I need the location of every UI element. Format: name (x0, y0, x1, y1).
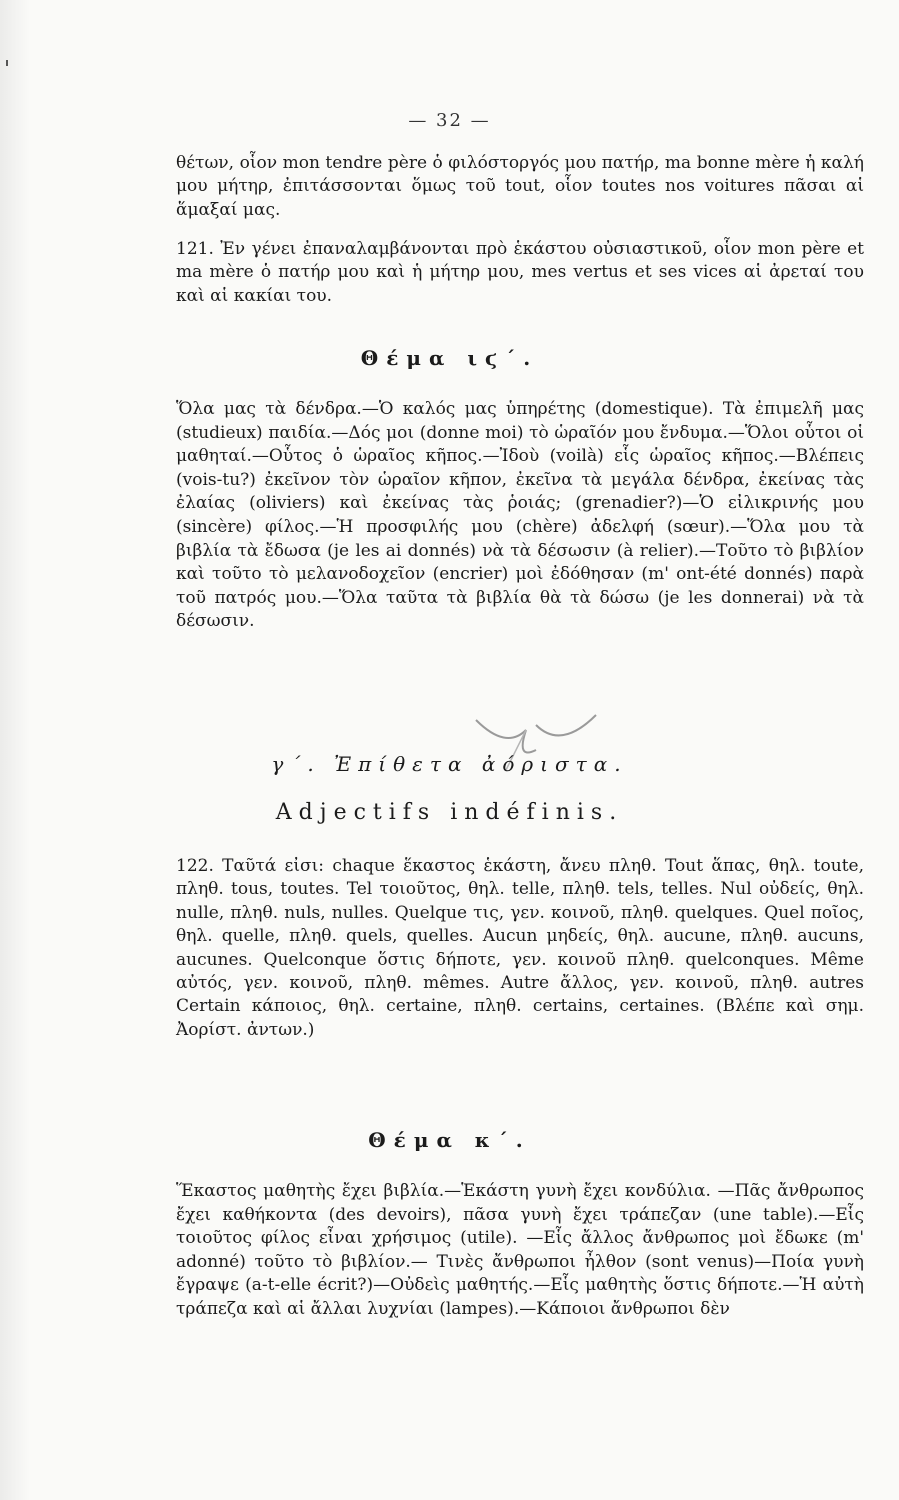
exercise-heading-16: Θέμα ιϛ΄. (360, 346, 539, 370)
intro-paragraph (176, 152, 864, 222)
page-number: — 32 — (408, 110, 491, 131)
section-title-greek: γ΄. Ἐπίθετα ἀόριστα. (271, 752, 628, 776)
rule-122-paragraph (176, 855, 864, 1042)
exercise-16-paragraph (176, 398, 864, 634)
rule-121-paragraph (176, 238, 864, 308)
section-title-french: Adjectifs indéfinis. (275, 800, 624, 825)
page-fold-shadow (0, 0, 30, 1500)
intro-text: θέτων, οἷον mon tendre père ὁ φιλόστοργός μου πατήρ, ma bonne mère ἡ καλή μου μήτηρ, ἐπιτάσσονται ὅμως τοῦ tout, οἷον toutes nos voitures πᾶσαι αἱ ἅμαξαί μας. (176, 153, 864, 220)
exercise-heading-20: Θέμα κ΄. (368, 1128, 531, 1152)
exercise-20-paragraph (176, 1180, 864, 1322)
rule-122-text: 122. Ταῦτά εἰσι: chaque ἕκαστος ἑκάστη, ἄνευ πληθ. Tout ἅπας, θηλ. toute, πληθ. tous, toutes. Tel τοιοῦτος, θηλ. telle, πληθ. tels, telles. Nul οὐδείς, θηλ. nulle, πληθ. nuls, nulles. Quelque τις, γεν. κοινοῦ, πληθ. quelques. Quel ποῖος, θηλ. quelle, πληθ. quels, quelles. Aucun μηδείς, θηλ. aucune, πληθ. aucuns, aucunes. Quelconque ὅστις δήποτε, γεν. κοινοῦ πληθ. quelconques. Même αὐτός, γεν. κοινοῦ, πληθ. mêmes. Autre ἄλλος, γεν. κοινοῦ, πληθ. autres Certain κάποιος, θηλ. certaine, πληθ. certains, certaines. (Βλέπε καὶ σημ. Ἀορίστ. ἀντων.) (176, 856, 864, 1040)
exercise-16-text: Ὅλα μας τὰ δένδρα.—Ὁ καλός μας ὑπηρέτης (domestique). Τὰ ἐπιμελῆ μας (studieux) παιδία.—Δός μοι (donne moi) τὸ ὡραῖόν μου ἔνδυμα.—Ὅλοι οὗτοι οἱ μαθηταί.—Οὗτος ὁ ὡραῖος κῆπος.—Ἰδοὺ (voilà) εἷς ὡραῖος κῆπος.—Βλέπεις (vois-tu?) ἐκεῖνον τὸν ὡραῖον κῆπον, ἐκεῖνα τὰ μεγάλα δένδρα, ἐκείνας τὰς ἐλαίας (oliviers) καὶ ἐκείνας τὰς ῥοιάς; (grenadier?)—Ὁ εἰλικρινής μου (sincère) φίλος.—Ἡ προσφιλής μου (chère) ἀδελφή (sœur).—Ὅλα μου τὰ βιβλία τὰ ἔδωσα (je les ai donnés) νὰ τὰ δέσωσιν (à relier).—Τοῦτο τὸ βιβλίον καὶ τοῦτο τὸ μελανοδοχεῖον (encrier) μοὶ ἐδόθησαν (m' ont-été donnés) παρὰ τοῦ πατρός μου.—Ὅλα ταῦτα τὰ βιβλία θὰ τὰ δώσω (je les donnerai) νὰ τὰ δέσωσιν. (176, 399, 864, 632)
edge-mark (6, 60, 8, 66)
exercise-20-text: Ἕκαστος μαθητὴς ἔχει βιβλία.—Ἑκάστη γυνὴ ἔχει κονδύλια. —Πᾶς ἄνθρωπος ἔχει καθήκοντα (des devoirs), πᾶσα γυνὴ ἔχει τράπεζαν (une table).—Εἷς τοιοῦτος φίλος εἶναι χρήσιμος (utile). —Εἷς ἄλλος ἄνθρωπος μοὶ ἔδωκε (m' adonné) τοῦτο τὸ βιβλίον.— Τινὲς ἄνθρωποι ἦλθον (sont venus)—Ποία γυνὴ ἔγραψε (a-t-elle écrit?)—Οὐδεὶς μαθητής.—Εἷς μαθητὴς ὅστις δήποτε.—Ἡ αὐτὴ τράπεζα καὶ αἱ ἄλλαι λυχνίαι (lampes).—Κάποιοι ἄνθρωποι δὲν (176, 1181, 864, 1319)
rule-121-text: 121. Ἐν γένει ἐπαναλαμβάνονται πρὸ ἑκάστου οὐσιαστικοῦ, οἷον mon père et ma mère ὁ πατήρ μου καὶ ἡ μήτηρ μου, mes vertus et ses vices αἱ ἀρεταί του καὶ αἱ κακίαι του. (176, 239, 864, 306)
